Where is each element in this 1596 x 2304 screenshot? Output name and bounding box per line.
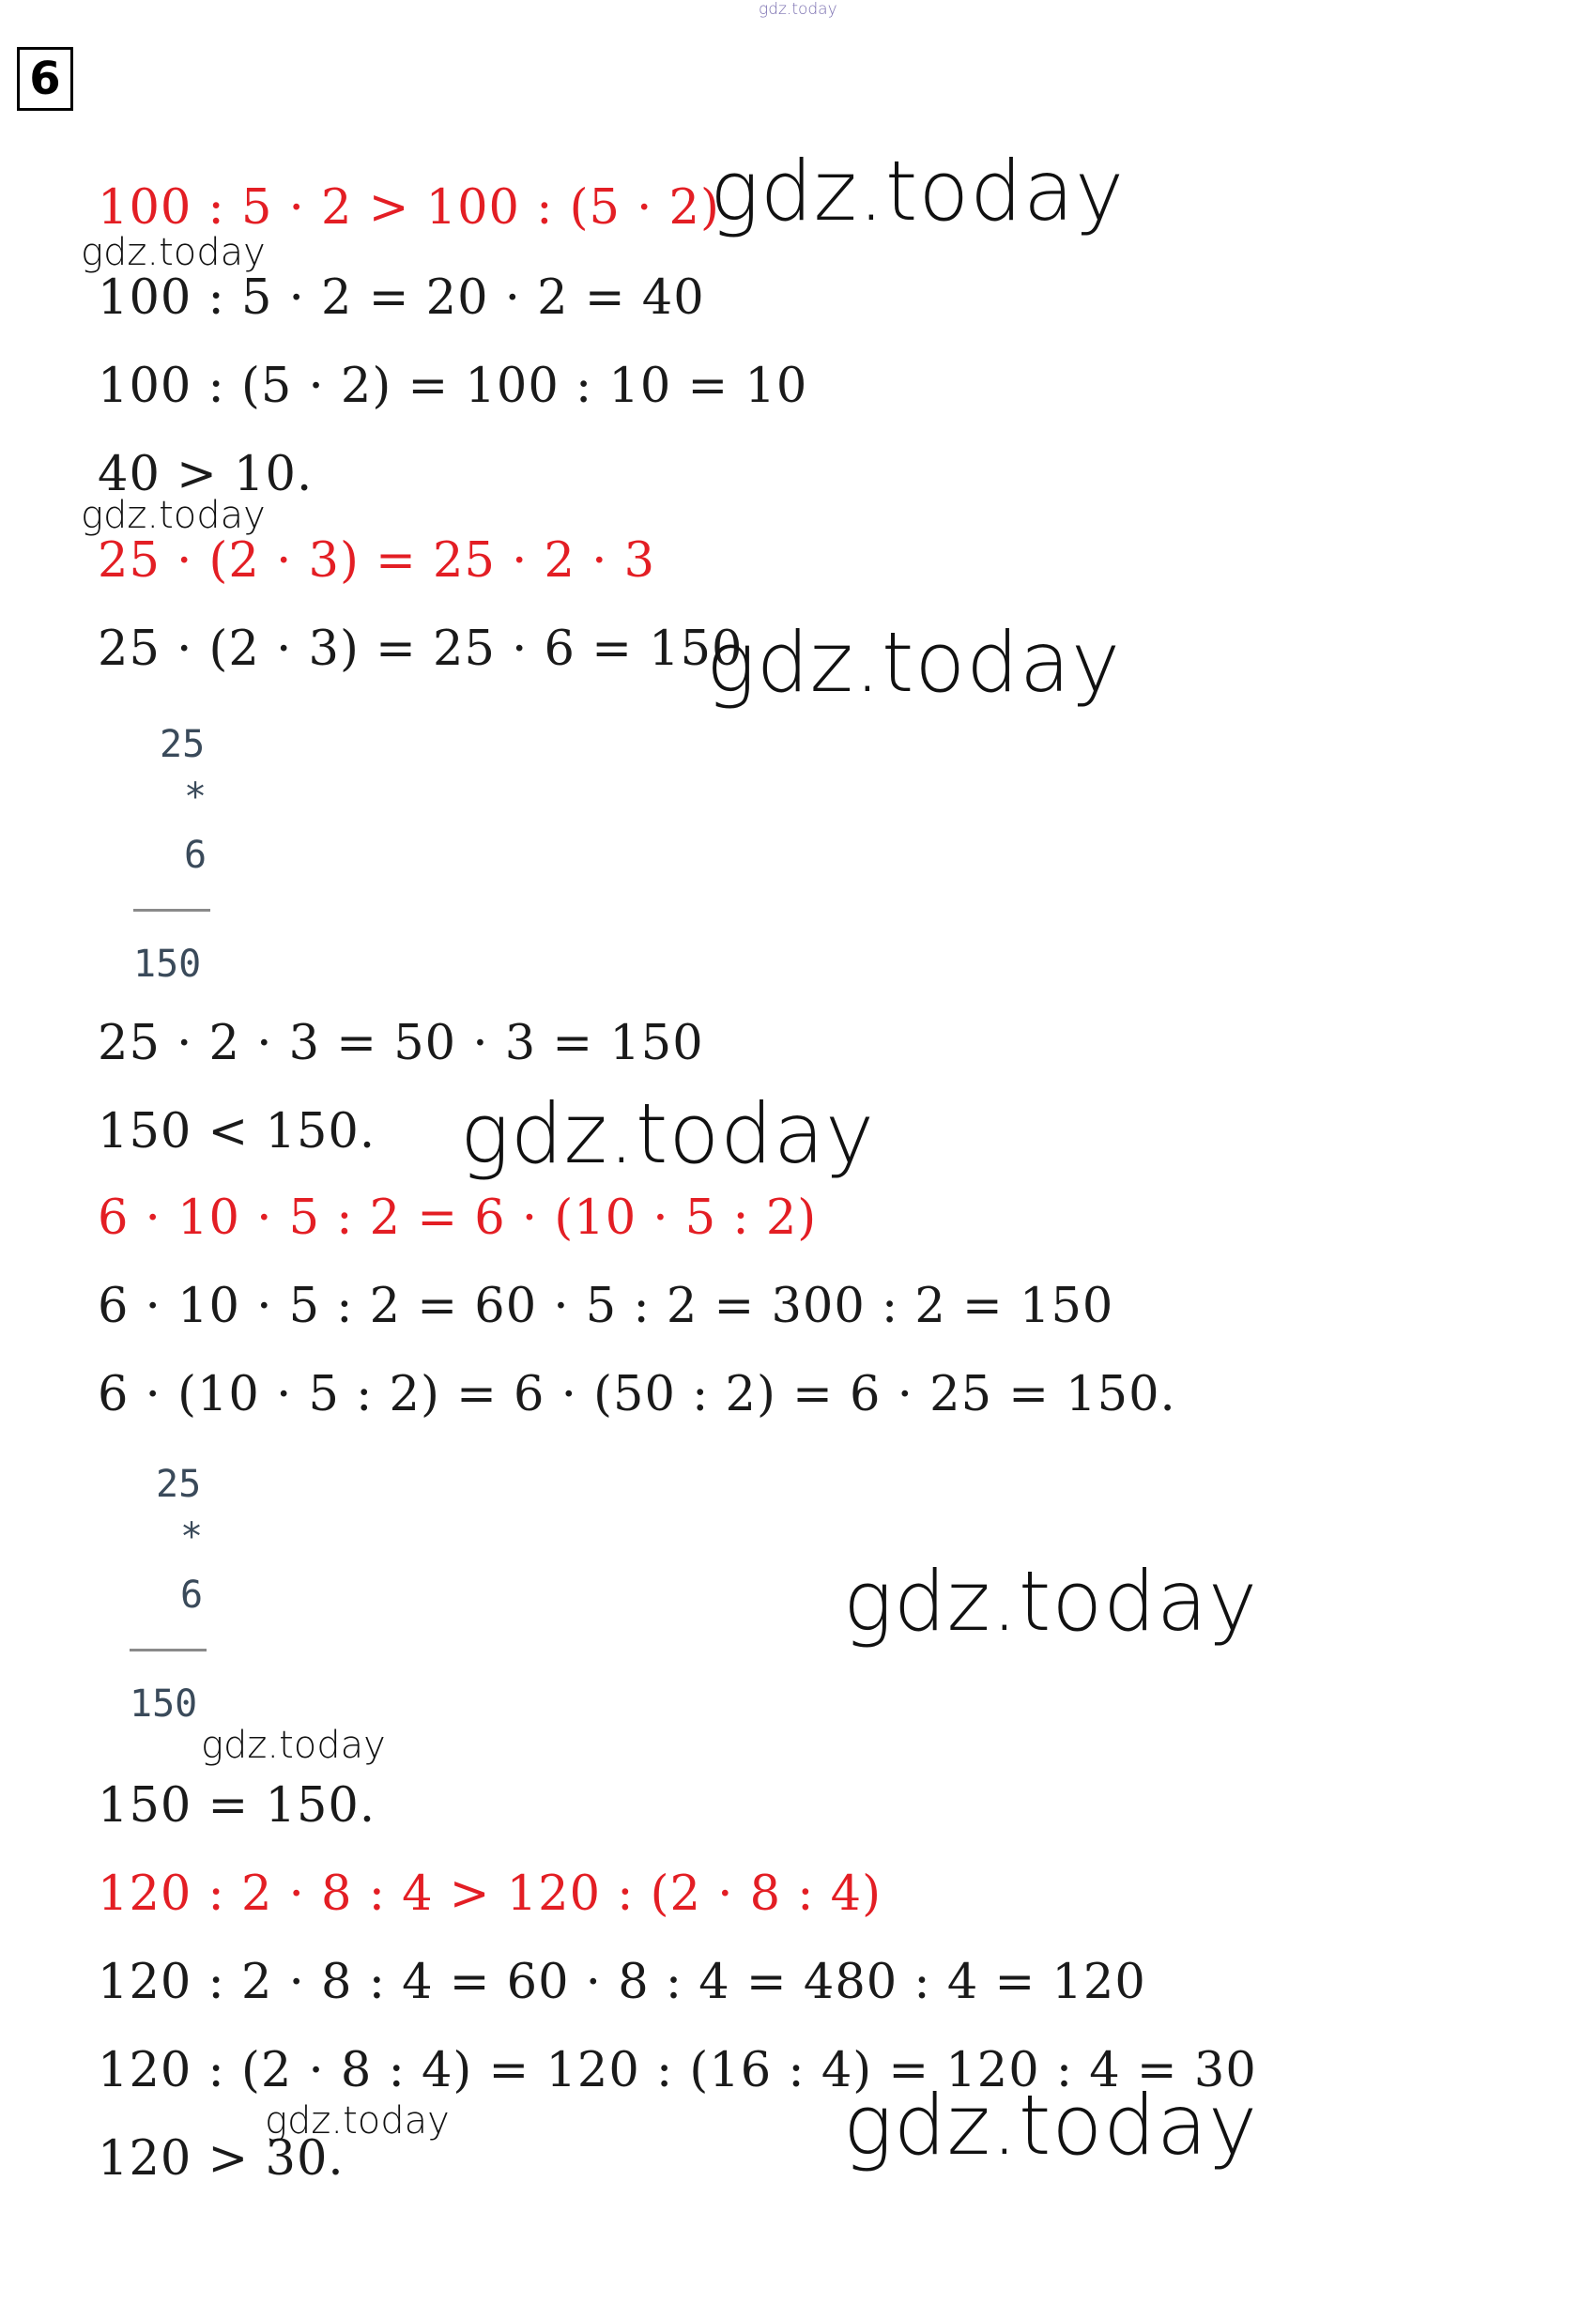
watermark: gdz.today: [81, 231, 266, 274]
column-mult-2-top: 25: [156, 1463, 202, 1506]
solution-line-15: 120 : (2 · 8 : 4) = 120 : (16 : 4) = 120 : 4 = 30: [98, 2043, 1257, 2098]
task-line-9: 6 · 10 · 5 : 2 = 6 · (10 · 5 : 2): [98, 1190, 818, 1246]
watermark: gdz.today: [265, 2099, 450, 2143]
solution-line-14: 120 : 2 · 8 : 4 = 60 · 8 : 4 = 480 : 4 = 120: [98, 1955, 1146, 2010]
column-mult-2-result: 150: [130, 1682, 198, 1726]
task-line-13: 120 : 2 · 8 : 4 > 120 : (2 · 8 : 4): [98, 1866, 882, 1922]
watermark: gdz.today: [706, 614, 1122, 711]
column-mult-1-bottom: 6: [184, 834, 207, 877]
column-mult-1-rule: [133, 909, 210, 912]
task-line-5: 25 · (2 · 3) = 25 · 2 · 3: [98, 533, 656, 589]
solution-line-2: 100 : 5 · 2 = 20 · 2 = 40: [98, 270, 705, 326]
task-number-badge: 6: [17, 47, 73, 111]
watermark: gdz.today: [81, 494, 266, 537]
watermark: gdz.today: [710, 143, 1126, 239]
column-mult-1-result: 150: [133, 943, 202, 986]
comparison-line-8: 150 < 150.: [98, 1104, 376, 1160]
column-mult-1-operator: *: [184, 776, 207, 819]
column-mult-2-rule: [130, 1649, 207, 1651]
solution-line-3: 100 : (5 · 2) = 100 : 10 = 10: [98, 359, 808, 414]
watermark: gdz.today: [460, 1085, 876, 1182]
column-mult-1-top: 25: [160, 723, 206, 766]
column-mult-2-operator: *: [180, 1515, 204, 1559]
comparison-line-12: 150 = 150.: [98, 1778, 376, 1834]
watermark: gdz.today: [843, 1553, 1259, 1650]
top-watermark: gdz.today: [759, 0, 837, 19]
watermark: gdz.today: [843, 2077, 1259, 2173]
task-line-1: 100 : 5 · 2 > 100 : (5 · 2): [98, 180, 720, 236]
watermark: gdz.today: [201, 1724, 386, 1767]
comparison-line-4: 40 > 10.: [98, 447, 314, 502]
solution-line-6: 25 · (2 · 3) = 25 · 6 = 150: [98, 622, 744, 677]
column-mult-2-bottom: 6: [180, 1574, 204, 1617]
comparison-line-16: 120 > 30.: [98, 2131, 345, 2187]
solution-line-10: 6 · 10 · 5 : 2 = 60 · 5 : 2 = 300 : 2 = 150: [98, 1279, 1114, 1334]
solution-line-11: 6 · (10 · 5 : 2) = 6 · (50 : 2) = 6 · 25 = 150.: [98, 1367, 1176, 1422]
solution-line-7: 25 · 2 · 3 = 50 · 3 = 150: [98, 1016, 704, 1071]
